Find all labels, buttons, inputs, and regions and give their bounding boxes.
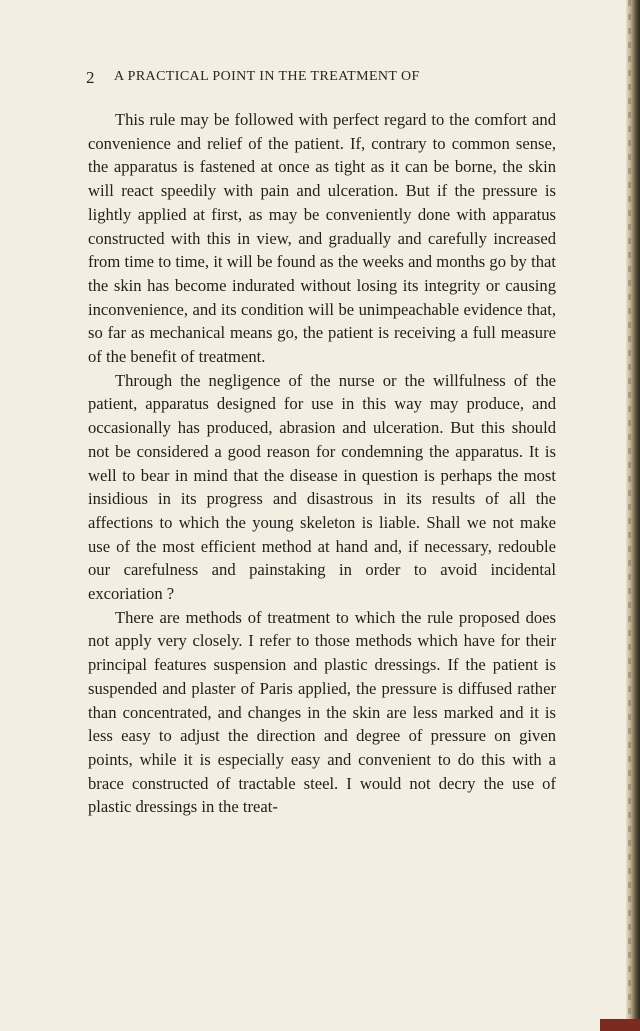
paragraph-1: This rule may be followed with perfect regard to the comfort and convenience and relief of the patient. If, contrary to common sense, the apparatus is fastened at once as tight as it can be borne, the skin will react speedily with pain and ulceration. But if the pressure is lightly applied at first, as may be conveniently done with apparatus constructed with this in view, and gradually and carefully increased from time to time, it will be found as the weeks and months go by that the skin has become indurated without losing its integrity or causing inconvenience, and its condition will be unimpeachable evidence that, so far as mechanical means go, the patient is receiving a full measure of the benefit of treatment. [88,110,556,367]
running-head [86,68,556,88]
paragraph-2: Through the negligence of the nurse or the willfulness of the patient, apparatus designed for use in this way may produce, and occasionally has produced, abrasion and ulceration. But this should not be considered a good reason for condemning the apparatus. It is well to bear in mind that the disease in question is perhaps the most insidious in its progress and disastrous in its results of all the affections to which the young skeleton is liable. Shall we not make use of the most efficient method at hand and, if necessary, redouble our carefulness and painstaking in order to avoid incidental excoriation ? [88,370,556,604]
binding-corner [600,1019,640,1031]
page-edge-shadow [626,0,640,1031]
running-head-title: A PRACTICAL POINT IN THE TREATMENT OF [114,69,420,84]
body-text [88,108,556,819]
page-number: 2 [86,68,95,87]
paragraph-3: There are methods of treatment to which the rule proposed does not apply very closely. I refer to those methods which have for their principal features suspension and plastic dressings. If the patient is suspended and plaster of Paris applied, the pressure is diffused rather than concentrated, and changes in the skin are less marked and it is less easy to adjust the direction and degree of pressure on given points, while it is especially easy and convenient to do this with a brace constructed of tractable steel. I would not decry the use of plastic dressings in the treat- [88,607,556,817]
